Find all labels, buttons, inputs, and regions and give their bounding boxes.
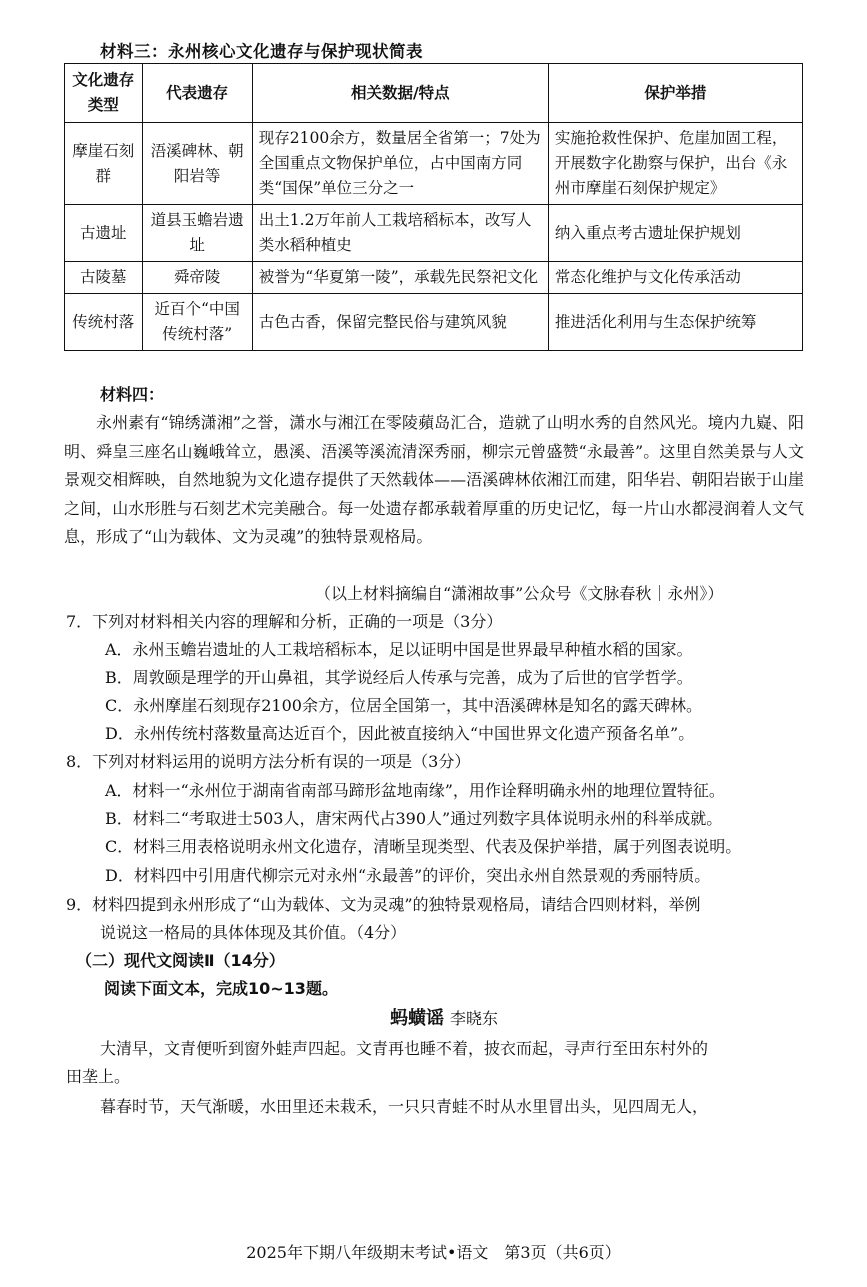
table-header-row (65, 64, 803, 123)
table-cell: 传统村落 (65, 294, 143, 351)
question-7-option-a: A．永州玉蟾岩遗址的人工栽培稻标本，足以证明中国是世界最早种植水稻的国家。 (105, 640, 693, 659)
table-cell: 现存2100余方，数量居全省第一；7处为全国重点文物保护单位，占中国南方同类“国保”单位三分之一 (252, 123, 548, 205)
table-header: 相关数据/特点 (252, 64, 548, 123)
table-row (65, 262, 803, 294)
question-8-option-d: D．材料四中引用唐代柳宗元对永州“永最善”的评价，突出永州自然景观的秀丽特质。 (105, 866, 711, 885)
question-9-line1: 9．材料四提到永州形成了“山为载体、文为灵魂”的独特景观格局，请结合四则材料，举例 (66, 895, 701, 914)
table-row (65, 123, 803, 205)
page-footer: 2025年下期八年级期末考试•语文 第3页（共6页） (246, 1243, 621, 1262)
story-paragraph-1-line-2: 田垄上。 (66, 1067, 131, 1086)
table-cell: 道县玉蟾岩遗址 (142, 205, 252, 262)
table-cell: 出土1.2万年前人工栽培稻标本，改写人类水稻种植史 (252, 205, 548, 262)
story-author: 李晓东 (450, 1009, 499, 1028)
table-row (65, 294, 803, 351)
table-header: 代表遗存 (142, 64, 252, 123)
table-cell: 古遗址 (65, 205, 143, 262)
question-8-stem: 8．下列对材料运用的说明方法分析有误的一项是（3分） (66, 752, 471, 771)
table-cell: 被誉为“华夏第一陵”，承载先民祭祀文化 (252, 262, 548, 294)
table-cell: 舜帝陵 (142, 262, 252, 294)
question-8-option-b: B．材料二“考取进士503人，唐宋两代占390人”通过列数字具体说明永州的科举成就。 (105, 809, 723, 828)
reading-instruction: 阅读下面文本，完成10~13题。 (104, 979, 338, 998)
table-cell: 推进活化利用与生态保护统筹 (548, 294, 802, 351)
question-7-option-c: C．永州摩崖石刻现存2100余方，位居全国第一，其中浯溪碑林是知名的露天碑林。 (105, 696, 702, 715)
material3-title: 材料三：永州核心文化遗存与保护现状简表 (100, 42, 423, 61)
question-7-option-b: B．周敦颐是理学的开山鼻祖，其学说经后人传承与完善，成为了后世的官学哲学。 (105, 668, 693, 687)
question-9-line2: 说说这一格局的具体体现及其价值。（4分） (100, 923, 407, 942)
table-cell: 古色古香，保留完整民俗与建筑风貌 (252, 294, 548, 351)
table-header: 文化遗存类型 (65, 64, 143, 123)
table-cell: 近百个“中国传统村落” (142, 294, 252, 351)
section-heading: （二）现代文阅读Ⅱ（14分） (76, 951, 285, 970)
material4-title: 材料四： (100, 385, 165, 404)
question-8-option-c: C．材料三用表格说明永州文化遗存，清晰呈现类型、代表及保护举措，属于列图表说明。 (105, 837, 742, 856)
story-paragraph-1-line-1: 大清早，文青便听到窗外蛙声四起。文青再也睡不着，披衣而起，寻声行至田东村外的 (100, 1039, 709, 1058)
table-cell: 摩崖石刻群 (65, 123, 143, 205)
table-cell: 古陵墓 (65, 262, 143, 294)
table-cell: 常态化维护与文化传承活动 (548, 262, 802, 294)
table-row (65, 205, 803, 262)
table-header: 保护举措 (548, 64, 802, 123)
question-7-stem: 7．下列对材料相关内容的理解和分析，正确的一项是（3分） (66, 612, 503, 631)
table-cell: 纳入重点考古遗址保护规划 (548, 205, 802, 262)
story-paragraph-2-line-1: 暮春时节，天气渐暖，水田里还未栽禾，一只只青蛙不时从水里冒出头，见四周无人， (100, 1097, 709, 1116)
question-7-option-d: D．永州传统村落数量高达近百个，因此被直接纳入“中国世界文化遗产预备名单”。 (105, 724, 695, 743)
table-cell: 浯溪碑林、朝阳岩等 (142, 123, 252, 205)
material4-body: 永州素有“锦绣潇湘”之誉，潇水与湘江在零陵蘋岛汇合，造就了山明水秀的自然风光。境内九嶷、阳明、舜皇三座名山巍峨耸立，愚溪、浯溪等溪流清深秀丽，柳宗元曾盛赞“永最善”。这里自然美景与人文景观交相辉映，自然地貌为文化遗存提供了天然载体——浯溪碑林依湘江而建，阳华岩、朝阳岩嵌于山崖之间，山水形胜与石刻艺术完美融合。每一处遗存都承载着厚重的历史记忆，每一片山水都浸润着人文气息，形成了“山为载体、文为灵魂”的独特景观格局。 (64, 413, 804, 546)
question-8-option-a: A．材料一“永州位于湖南省南部马蹄形盆地南缘”，用作诠释明确永州的地理位置特征。 (105, 781, 725, 800)
heritage-table (64, 63, 803, 351)
material4-source: （以上材料摘编自“潇湘故事”公众号《文脉春秋｜永州》） (315, 584, 724, 603)
table-cell: 实施抢救性保护、危崖加固工程，开展数字化勘察与保护，出台《永州市摩崖石刻保护规定》 (548, 123, 802, 205)
story-title: 蚂蟥谣 (390, 1008, 444, 1029)
